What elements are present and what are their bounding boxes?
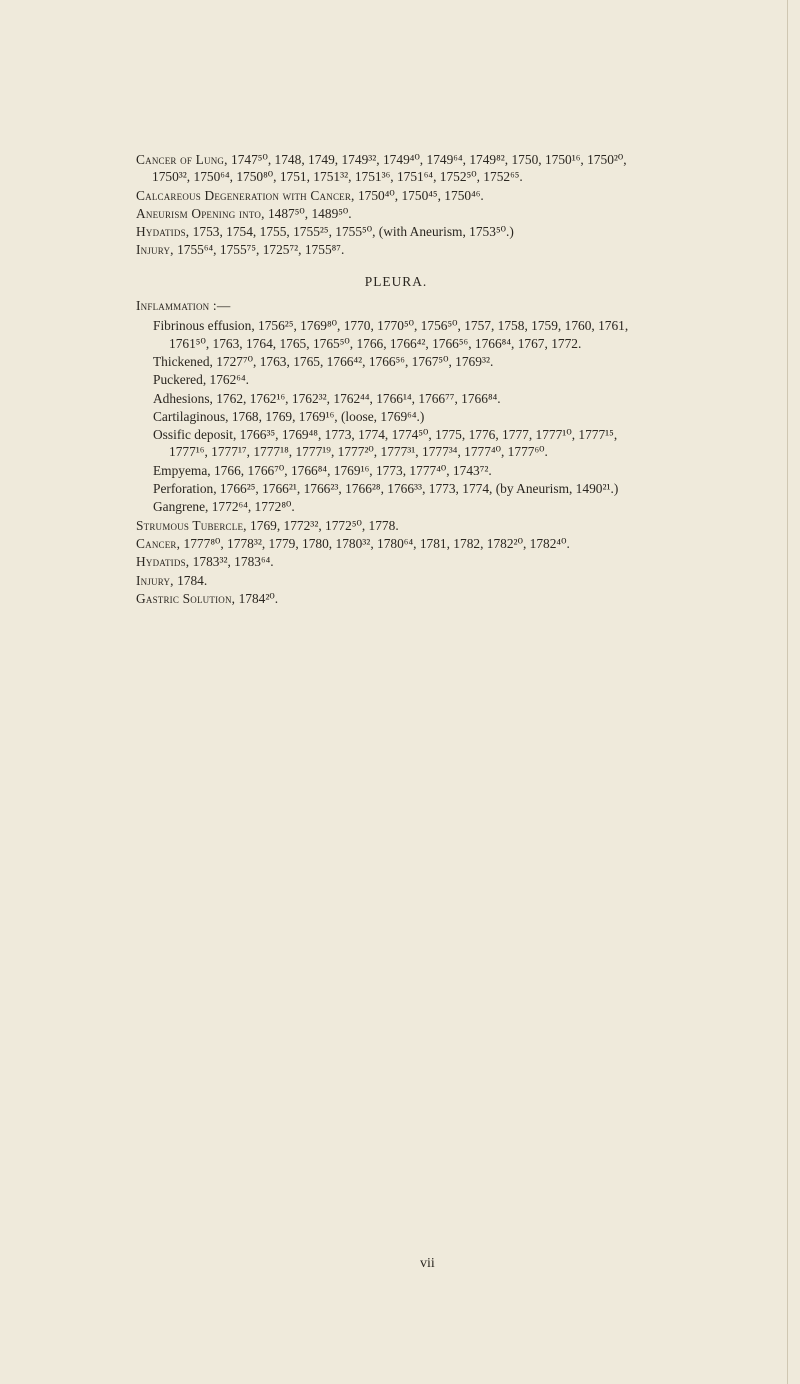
entry-references: 1783³², 1783⁶⁴.: [189, 554, 274, 570]
index-entry: [136, 590, 656, 607]
index-subentry: Perforation, 1766²⁵, 1766²¹, 1766²³, 1766²⁸, 1766³³, 1773, 1774, (by Aneurism, 1490²¹.): [153, 481, 619, 497]
index-entry: [136, 517, 656, 534]
section-title: PLEURA.: [364, 273, 428, 289]
index-entry: [136, 535, 656, 552]
entry-heading: Hydatids,: [136, 554, 190, 570]
index-subentry: Puckered, 1762⁶⁴.: [153, 372, 249, 388]
entry-references: 1747⁵⁰, 1748, 1749, 1749³², 1749⁴⁰, 1749⁶⁴, 1749⁸², 1750, 1750¹⁶, 1750²⁰, 1750³², 1750⁶⁴, 1750⁸⁰, 1751, 1751³², 1751³⁶, 1751⁶⁴, 1752⁵⁰, 1752⁶⁵.: [152, 152, 627, 185]
index-subentry: Adhesions, 1762, 1762¹⁶, 1762³², 1762⁴⁴, 1766¹⁴, 1766⁷⁷, 1766⁸⁴.: [153, 390, 501, 406]
index-text: [136, 151, 656, 608]
entry-references: 1487⁵⁰, 1489⁵⁰.: [264, 205, 352, 221]
index-entry: [136, 151, 656, 186]
entry-heading: Injury,: [136, 572, 174, 588]
index-subentry: Gangrene, 1772⁶⁴, 1772⁸⁰.: [153, 499, 295, 515]
index-entry: [136, 241, 656, 258]
entry-heading: Inflammation :—: [136, 298, 231, 314]
entry-references: 1784.: [173, 572, 208, 588]
index-subentry: Cartilaginous, 1768, 1769, 1769¹⁶, (loose, 1769⁶⁴.): [153, 408, 425, 424]
entry-references: 1755⁶⁴, 1755⁷⁵, 1725⁷², 1755⁸⁷.: [173, 242, 345, 258]
entry-references: 1769, 1772³², 1772⁵⁰, 1778.: [246, 517, 399, 533]
page-number: vii: [420, 1256, 435, 1271]
index-entry: [136, 223, 656, 240]
entry-heading: Gastric Solution,: [136, 590, 236, 606]
index-entry: [136, 187, 656, 204]
entry-references: 1753, 1754, 1755, 1755²⁵, 1755⁵⁰, (with Aneurism, 1753⁵⁰.): [189, 224, 514, 240]
entry-references: 1784²⁰.: [235, 590, 279, 606]
entry-heading: Calcareous Degeneration with Cancer,: [136, 187, 355, 203]
entry-heading: Aneurism Opening into,: [136, 205, 265, 221]
index-entry: [136, 205, 656, 222]
page-edge-line: [787, 0, 788, 1384]
entry-heading: Injury,: [136, 242, 174, 258]
index-subentry: Empyema, 1766, 1766⁷⁰, 1766⁸⁴, 1769¹⁶, 1773, 1777⁴⁰, 1743⁷².: [153, 462, 492, 478]
index-subentry: Fibrinous effusion, 1756²⁵, 1769⁸⁰, 1770, 1770⁵⁰, 1756⁵⁰, 1757, 1758, 1759, 1760, 1761, 1761⁵⁰, 1763, 1764, 1765, 1765⁵⁰, 1766, 1766⁴², 1766⁵⁶, 1766⁸⁴, 1767, 1772.: [153, 318, 629, 351]
entry-heading: Cancer,: [136, 535, 181, 551]
index-subentry: Ossific deposit, 1766³⁵, 1769⁴⁸, 1773, 1774, 1774⁵⁰, 1775, 1776, 1777, 1777¹⁰, 1777¹⁵, 1777¹⁶, 1777¹⁷, 1777¹⁸, 1777¹⁹, 1777²⁰, 1777³¹, 1777³⁴, 1777⁴⁰, 1777⁶⁰.: [153, 427, 618, 460]
index-entry: [136, 572, 656, 589]
entry-heading: Cancer of Lung,: [136, 152, 228, 167]
entry-references: 1750⁴⁰, 1750⁴⁵, 1750⁴⁶.: [354, 187, 484, 203]
index-subentry: Thickened, 1727⁷⁰, 1763, 1765, 1766⁴², 1766⁵⁶, 1767⁵⁰, 1769³².: [153, 353, 494, 369]
entry-references: 1777⁸⁰, 1778³², 1779, 1780, 1780³², 1780⁶⁴, 1781, 1782, 1782²⁰, 1782⁴⁰.: [180, 535, 570, 551]
index-entry: [136, 297, 656, 314]
entry-heading: Hydatids,: [136, 224, 190, 240]
index-entry: [136, 553, 656, 570]
entry-heading: Strumous Tubercle,: [136, 517, 247, 533]
